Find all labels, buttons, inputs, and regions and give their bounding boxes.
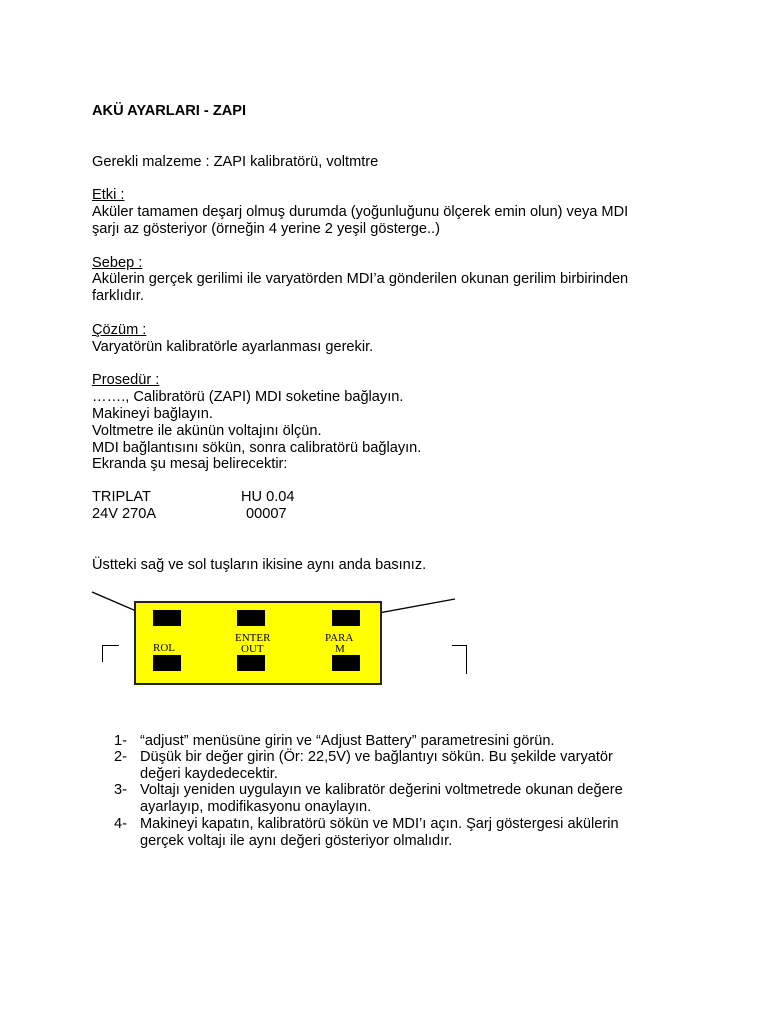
- step-text-continued: değeri kaydedecektir.: [140, 766, 278, 782]
- step-text: Düşük bir değer girin (Ör: 22,5V) ve bağlantıyı sökün. Bu şekilde varyatör: [140, 749, 613, 765]
- step-text: Makineyi kapatın, kalibratörü sökün ve MDI’ı açın. Şarj göstergesi akülerin: [140, 816, 619, 832]
- step-text: Voltajı yeniden uygulayın ve kalibratör değerini voltmetrede okunan değere: [140, 782, 623, 798]
- key-rol[interactable]: [153, 655, 181, 671]
- key-top-middle[interactable]: [237, 610, 265, 626]
- prosedur-line: MDI bağlantısını sökün, sonra calibratörü bağlayın.: [92, 440, 422, 456]
- key-top-right[interactable]: [332, 610, 360, 626]
- etki-line-1: Aküler tamamen deşarj olmuş durumda (yoğunluğunu ölçerek emin olun) veya MDI: [92, 204, 629, 220]
- prosedur-line: ……., Calibratörü (ZAPI) MDI soketine bağlayın.: [92, 389, 404, 405]
- key-enter-out[interactable]: [237, 655, 265, 671]
- step-text: “adjust” menüsüne girin ve “Adjust Battery” parametresini görün.: [140, 733, 555, 749]
- calibrator-keypad: [134, 601, 382, 685]
- step-text-continued: gerçek voltajı ile aynı değeri gösteriyor olmalıdır.: [140, 833, 453, 849]
- list-item: [114, 816, 619, 833]
- list-item: [114, 782, 623, 799]
- sebep-line-2: farklıdır.: [92, 288, 144, 304]
- prosedur-heading: Prosedür :: [92, 372, 160, 388]
- step-number: 3-: [114, 782, 127, 798]
- list-item: [114, 733, 555, 750]
- step-text-continued: ayarlayıp, modifikasyonu onaylayın.: [140, 799, 372, 815]
- key-label-out: OUT: [241, 643, 264, 655]
- bracket-right: [452, 645, 467, 674]
- sebep-heading: Sebep :: [92, 255, 143, 271]
- step-number: 2-: [114, 749, 127, 765]
- key-label-m: M: [335, 643, 345, 655]
- prosedur-line: Voltmetre ile akünün voltajını ölçün.: [92, 423, 322, 439]
- step-number: 4-: [114, 816, 127, 832]
- key-label-enter: ENTER: [235, 632, 271, 644]
- display-row2-right: 00007: [246, 506, 287, 522]
- prosedur-line: Makineyi bağlayın.: [92, 406, 213, 422]
- key-label-param: PARA: [325, 632, 354, 644]
- prosedur-line: Ekranda şu mesaj belirecektir:: [92, 456, 288, 472]
- etki-line-2: şarjı az gösteriyor (örneğin 4 yerine 2 yeşil gösterge..): [92, 221, 440, 237]
- sebep-line-1: Akülerin gerçek gerilimi ile varyatörden MDI’a gönderilen okunan gerilim birbirinden: [92, 271, 629, 287]
- display-row2-left: 24V 270A: [92, 506, 157, 522]
- press-instruction: Üstteki sağ ve sol tuşların ikisine aynı anda basınız.: [92, 557, 427, 573]
- display-row1-left: TRIPLAT: [92, 489, 151, 505]
- etki-heading: Etki :: [92, 187, 125, 203]
- display-row1-right: HU 0.04: [241, 489, 295, 505]
- key-label-rol: ROL: [153, 642, 175, 654]
- key-top-left[interactable]: [153, 610, 181, 626]
- page-title: AKÜ AYARLARI - ZAPI: [92, 103, 247, 119]
- step-number: 1-: [114, 733, 127, 749]
- cozum-line-1: Varyatörün kalibratörle ayarlanması gerekir.: [92, 339, 374, 355]
- bracket-left: [102, 645, 119, 662]
- required-materials: Gerekli malzeme : ZAPI kalibratörü, voltmtre: [92, 154, 379, 170]
- key-param[interactable]: [332, 655, 360, 671]
- list-item: [114, 749, 613, 766]
- cozum-heading: Çözüm :: [92, 322, 147, 338]
